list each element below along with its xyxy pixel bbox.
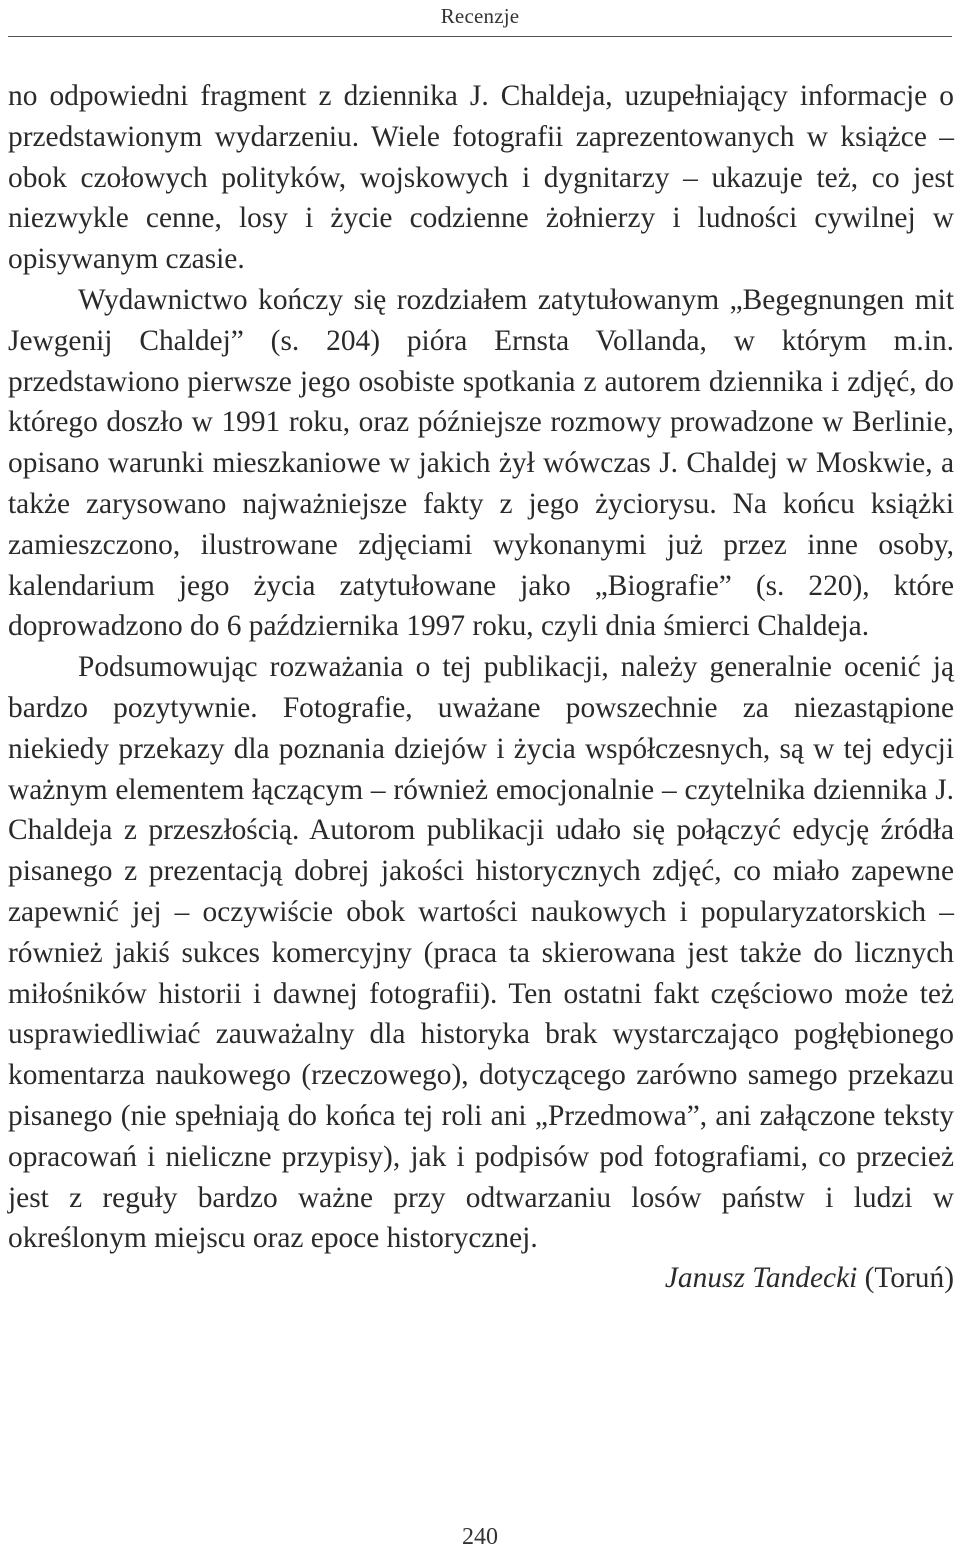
review-signature [665,1258,954,1298]
paragraph-continuation: no odpowiedni fragment z dziennika J. Chaldeja, uzupełniający informacje o przedstawionym wydarzeniu. Wiele fotografii zaprezentowanych w książce – obok czołowych polityków, wojskowych i dygnitarzy – ukazuje też, co jest niezwykle cenne, losy i życie codzienne żołnierzy i ludności cywilnej w opisywanym czasie. [8,80,954,276]
paragraph-summary: Podsumowując rozważania o tej publikacji, należy generalnie ocenić ją bardzo pozytywnie. Fotografie, uważane powszechnie za niezastąpione niekiedy przekazy dla poznania dziejów i życia współczesnych, są w tej edycji ważnym elementem łączącym – również emocjonalnie – czytelnika dziennika J. Chaldeja z przeszłością. Autorom publikacji udało się połączyć edycję źródła pisanego z prezentacją dobrej jakości historycznych zdjęć, co miało zapewne zapewnić jej – oczywiście obok wartości naukowych i popularyzatorskich – również jakiś sukces komercyjny (praca ta skierowana jest także do licznych miłośników historii i dawnej fotografii). Ten ostatni fakt częściowo może też usprawiedliwiać zauważalny dla historyka brak wystarczająco pogłębionego komentarza naukowego (rzeczowego), dotyczącego zarówno samego przekazu pisanego (nie spełniają do końca tej roli ani „Przedmowa”, ani załączone teksty opracowań i nieliczne przypisy), jak i podpisów pod fotografiami, co przecież jest z reguły bardzo ważne przy odtwarzaniu losów państw i ludzi w określonym miejscu oraz epoce historycznej. [8,651,954,1255]
review-text [8,76,954,1259]
page-number: 240 [462,1524,498,1550]
header-divider [8,36,952,37]
running-header [0,0,960,40]
author-name: Janusz Tandecki [664,1262,858,1294]
section-title: Recenzje [440,4,520,28]
author-place: (Toruń) [864,1262,954,1294]
paragraph-volland-chapter: Wydawnictwo kończy się rozdziałem zatytułowanym „Begegnungen mit Jewgenij Chaldej” (s. 204) pióra Ernsta Vollanda, w którym m.in. przedstawiono pierwsze jego osobiste spotkania z autorem dziennika i zdjęć, do którego doszło w 1991 roku, oraz późniejsze rozmowy prowadzone w Berlinie, opisano warunki mieszkaniowe w jakich żył wówczas J. Chaldej w Moskwie, a także zarysowano najważniejsze fakty z jego życiorysu. Na końcu książki zamieszczono, ilustrowane zdjęciami wykonanymi już przez inne osoby, kalendarium jego życia zatytułowane jako „Biografie” (s. 220), które doprowadzono do 6 października 1997 roku, czyli dnia śmierci Chaldeja. [8,283,954,643]
